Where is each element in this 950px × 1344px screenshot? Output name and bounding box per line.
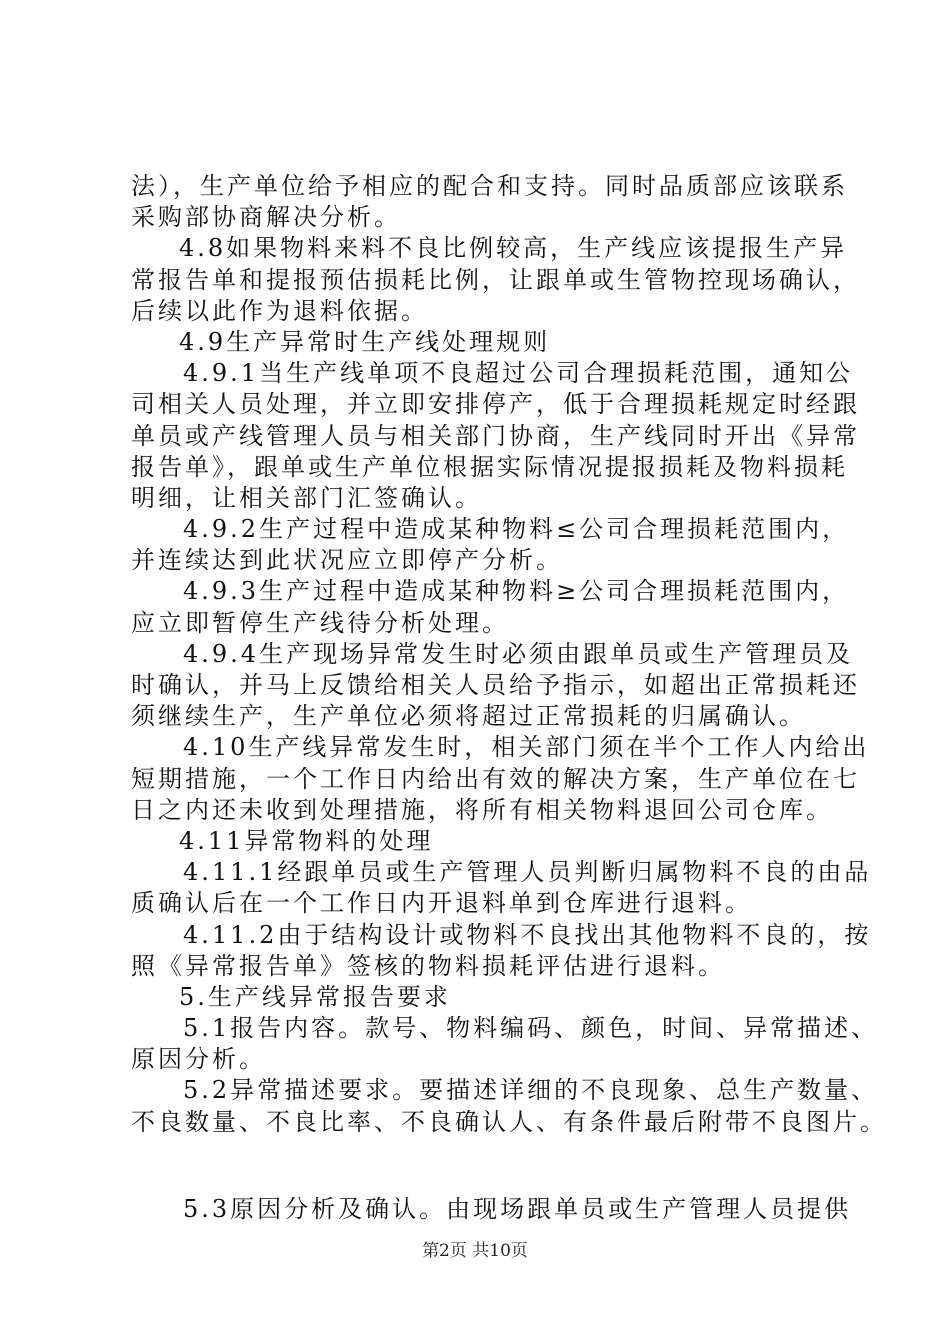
text-line: 明细，让相关部门汇签确认。 — [131, 483, 482, 512]
text-line: 短期措施，一个工作日内给出有效的解决方案，生产单位在七 — [131, 764, 860, 793]
text-line: 照《异常报告单》签核的物料损耗评估进行退料。 — [131, 951, 725, 980]
document-body — [131, 171, 887, 1225]
text-line: 须继续生产，生产单位必须将超过正常损耗的归属确认。 — [131, 702, 806, 731]
text-line: 质确认后在一个工作日内开退料单到仓库进行退料。 — [131, 889, 752, 918]
text-line: 采购部协商解决分析。 — [131, 203, 401, 232]
text-line: 时确认，并马上反馈给相关人员给予指示，如超出正常损耗还 — [131, 671, 860, 699]
text-line: 4.10生产线异常发生时，相关部门须在半个工作人内给出 — [183, 733, 870, 762]
text-line: 单员或产线管理人员与相关部门协商，生产线同时开出《异常 — [131, 421, 860, 450]
text-line: 4.8如果物料来料不良比例较高，生产线应该提报生产异 — [179, 234, 848, 263]
text-line: 4.9.3生产过程中造成某种物料≥公司合理损耗范围内， — [183, 577, 850, 606]
page-footer: 第2页 共10页 — [422, 1241, 528, 1261]
text-line: 原因分析。 — [131, 1045, 266, 1074]
text-line: 5.3原因分析及确认。由现场跟单员或生产管理人员提供 — [183, 1194, 852, 1223]
text-line: 5.2异常描述要求。要描述详细的不良现象、总生产数量、 — [183, 1076, 879, 1105]
text-line: 应立即暂停生产线待分析处理。 — [131, 608, 509, 637]
text-line: 5.1报告内容。款号、物料编码、颜色，时间、异常描述、 — [183, 1014, 879, 1043]
text-line: 4.11.2由于结构设计或物料不良找出其他物料不良的，按 — [183, 920, 872, 949]
text-line: 后续以此作为退料依据。 — [131, 296, 428, 325]
text-line: 报告单》，跟单或生产单位根据实际情况提报损耗及物料损耗 — [131, 452, 848, 481]
text-line: 司相关人员处理，并立即安排停产，低于合理损耗规定时经跟 — [131, 390, 860, 419]
text-line: 法），生产单位给予相应的配合和支持。同时品质部应该联系 — [131, 172, 848, 200]
text-line: 4.9.1当生产线单项不良超过公司合理损耗范围，通知公 — [183, 359, 854, 388]
text-line: 4.9生产异常时生产线处理规则 — [179, 327, 551, 356]
text-line: 4.9.4生产现场异常发生时必须由跟单员或生产管理员及 — [183, 639, 854, 668]
text-line: 4.11.1经跟单员或生产管理人员判断归属物料不良的由品 — [183, 858, 872, 887]
text-line: 4.9.2生产过程中造成某种物料≤公司合理损耗范围内， — [183, 515, 850, 544]
paragraph-gap — [131, 1138, 831, 1194]
text-line: 日之内还未收到处理措施，将所有相关物料退回公司仓库。 — [131, 795, 833, 824]
text-line: 并连续达到此状况应立即停产分析。 — [131, 546, 563, 575]
text-line: 4.11异常物料的处理 — [179, 826, 434, 855]
text-line: 5.生产线异常报告要求 — [179, 982, 451, 1011]
text-line: 常报告单和提报预估损耗比例，让跟单或生管物控现场确认， — [131, 265, 860, 294]
text-line: 不良数量、不良比率、不良确认人、有条件最后附带不良图片。 — [131, 1107, 887, 1136]
